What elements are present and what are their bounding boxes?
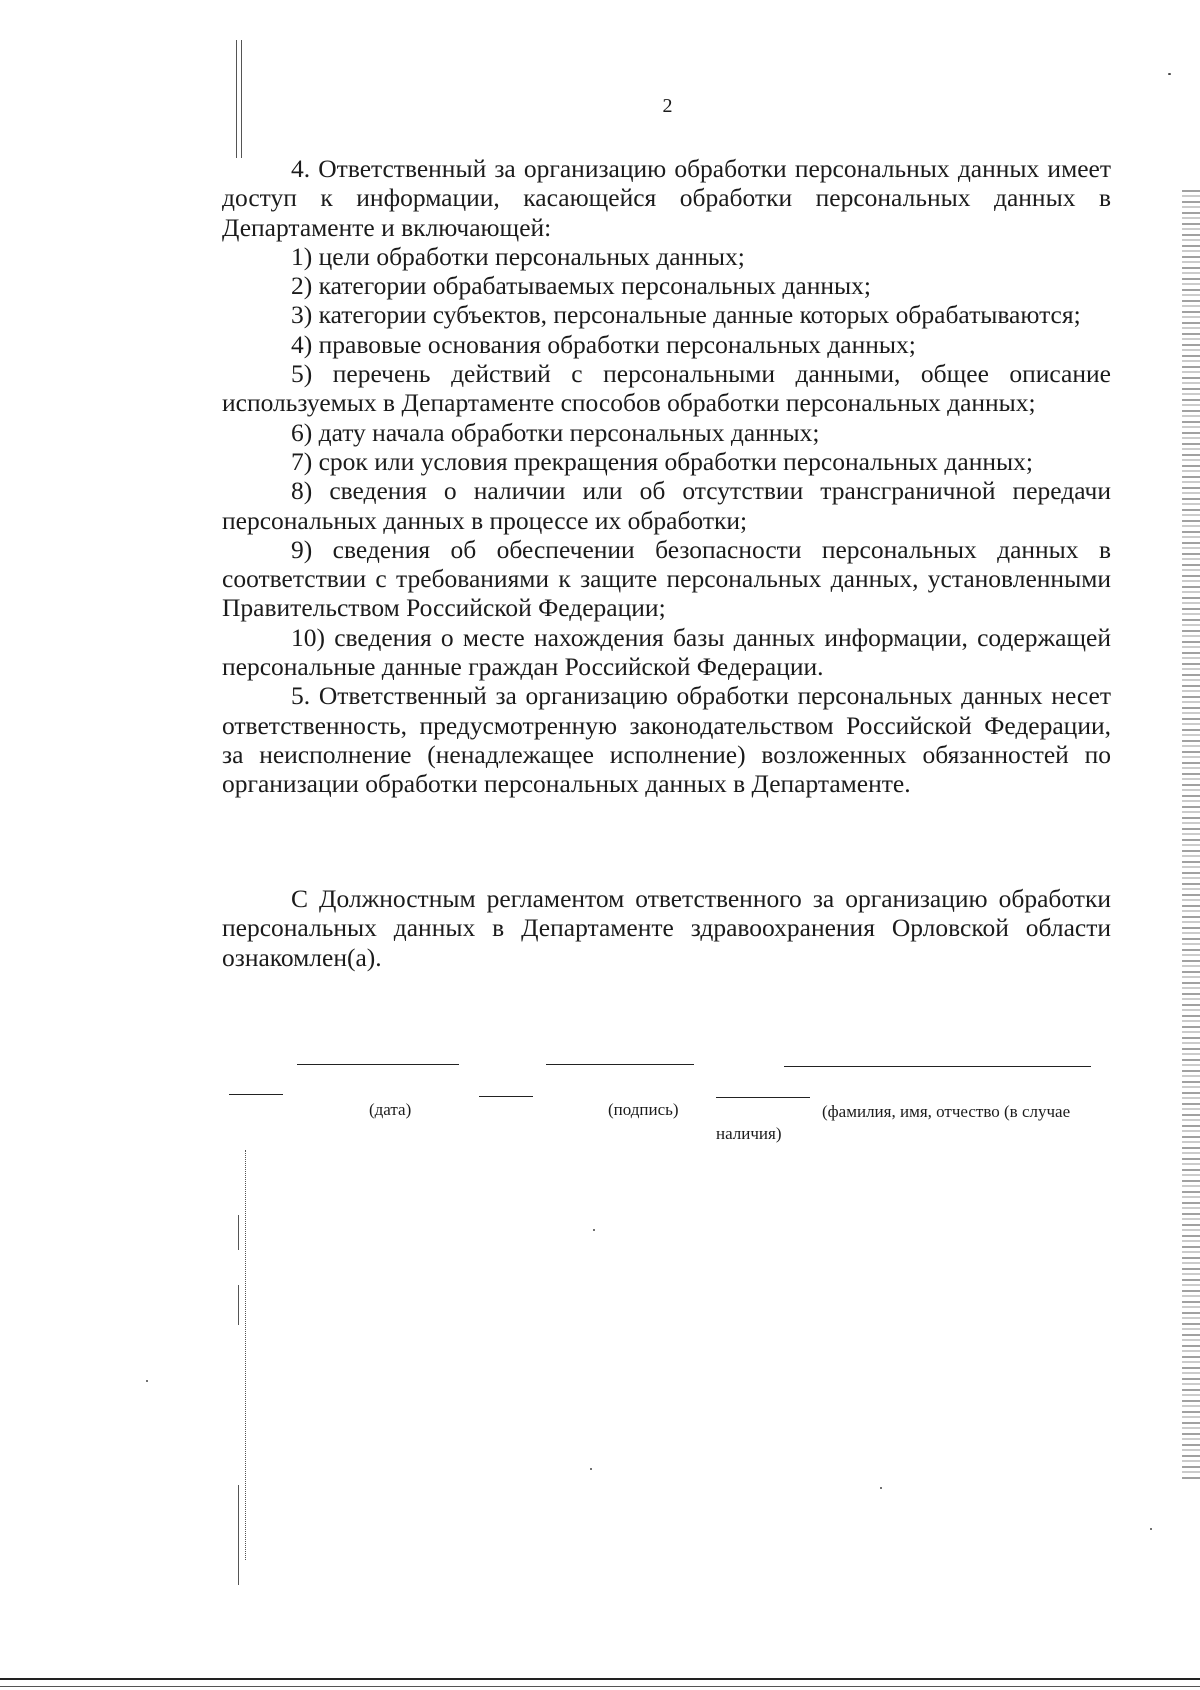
scan-speck (146, 1380, 148, 1382)
scan-margin-mark (238, 1215, 239, 1250)
list-item: 8) сведения о наличии или об отсутствии трансграничной передачи персональных данных в процессе их обработки; (222, 476, 1111, 535)
name-caption-continuation: наличия) (716, 1124, 782, 1143)
scan-margin-mark (238, 1485, 239, 1585)
document-body (222, 154, 1111, 799)
name-line (716, 1097, 810, 1098)
signature-caption: (подпись) (608, 1100, 679, 1119)
paragraph: 4. Ответственный за организацию обработки персональных данных имеет доступ к информации, касающейся обработки персональных данных в Департаменте и включающей: (222, 154, 1111, 242)
list-item: 10) сведения о месте нахождения базы данных информации, содержащей персональные данные граждан Российской Федерации. (222, 622, 1111, 682)
paragraph: 5. Ответственный за организацию обработки персональных данных несет ответственность, предусмотренную законодательством Российской Федерации, за неисполнение (ненадлежащее исполнение) возложенных обязанностей по организации обработки персональных данных в Департаменте. (222, 681, 1111, 799)
date-line (229, 1094, 283, 1095)
scan-margin-mark (245, 1150, 246, 1560)
scan-speck (880, 1487, 882, 1489)
scan-margin-mark (238, 1285, 239, 1325)
list-item: 5) перечень действий с персональными данными, общее описание используемых в Департаменте способов обработки персональных данных; (222, 359, 1111, 418)
list-item: 4) правовые основания обработки персональных данных; (291, 329, 916, 359)
scan-bottom-edge (0, 1678, 1200, 1687)
scan-margin-mark (241, 40, 242, 158)
scan-speck (1168, 73, 1171, 75)
list-item: 3) категории субъектов, персональные данные которых обрабатываются; (291, 300, 1081, 330)
signature-line (479, 1096, 533, 1097)
acquaintance-text: С Должностным регламентом ответственного за организацию обработки персональных данных в Департаменте здравоохранения Орловской области ознакомлен(а). (222, 884, 1111, 972)
acquaintance-statement (222, 884, 1111, 972)
scan-margin-mark (236, 40, 237, 158)
signature-line-upper-2 (546, 1064, 694, 1065)
page-number: 2 (662, 95, 673, 117)
signature-line-upper-3 (784, 1066, 1091, 1067)
scan-speck (1150, 1528, 1152, 1530)
signature-line-upper-1 (297, 1064, 459, 1065)
name-caption: (фамилия, имя, отчество (в случае (822, 1102, 1071, 1121)
date-caption: (дата) (369, 1100, 412, 1119)
scan-speck (593, 1229, 595, 1231)
list-item: 2) категории обрабатываемых персональных данных; (291, 271, 871, 301)
scan-edge-noise (1182, 190, 1200, 1480)
list-item: 6) дату начала обработки персональных данных; (291, 417, 820, 447)
list-item: 9) сведения об обеспечении безопасности персональных данных в соответствии с требованиями к защите персональных данных, установленными Правительством Российской Федерации; (222, 534, 1111, 623)
list-item: 1) цели обработки персональных данных; (291, 241, 745, 271)
scan-speck (590, 1468, 592, 1470)
list-item: 7) срок или условия прекращения обработки персональных данных; (291, 446, 1033, 476)
